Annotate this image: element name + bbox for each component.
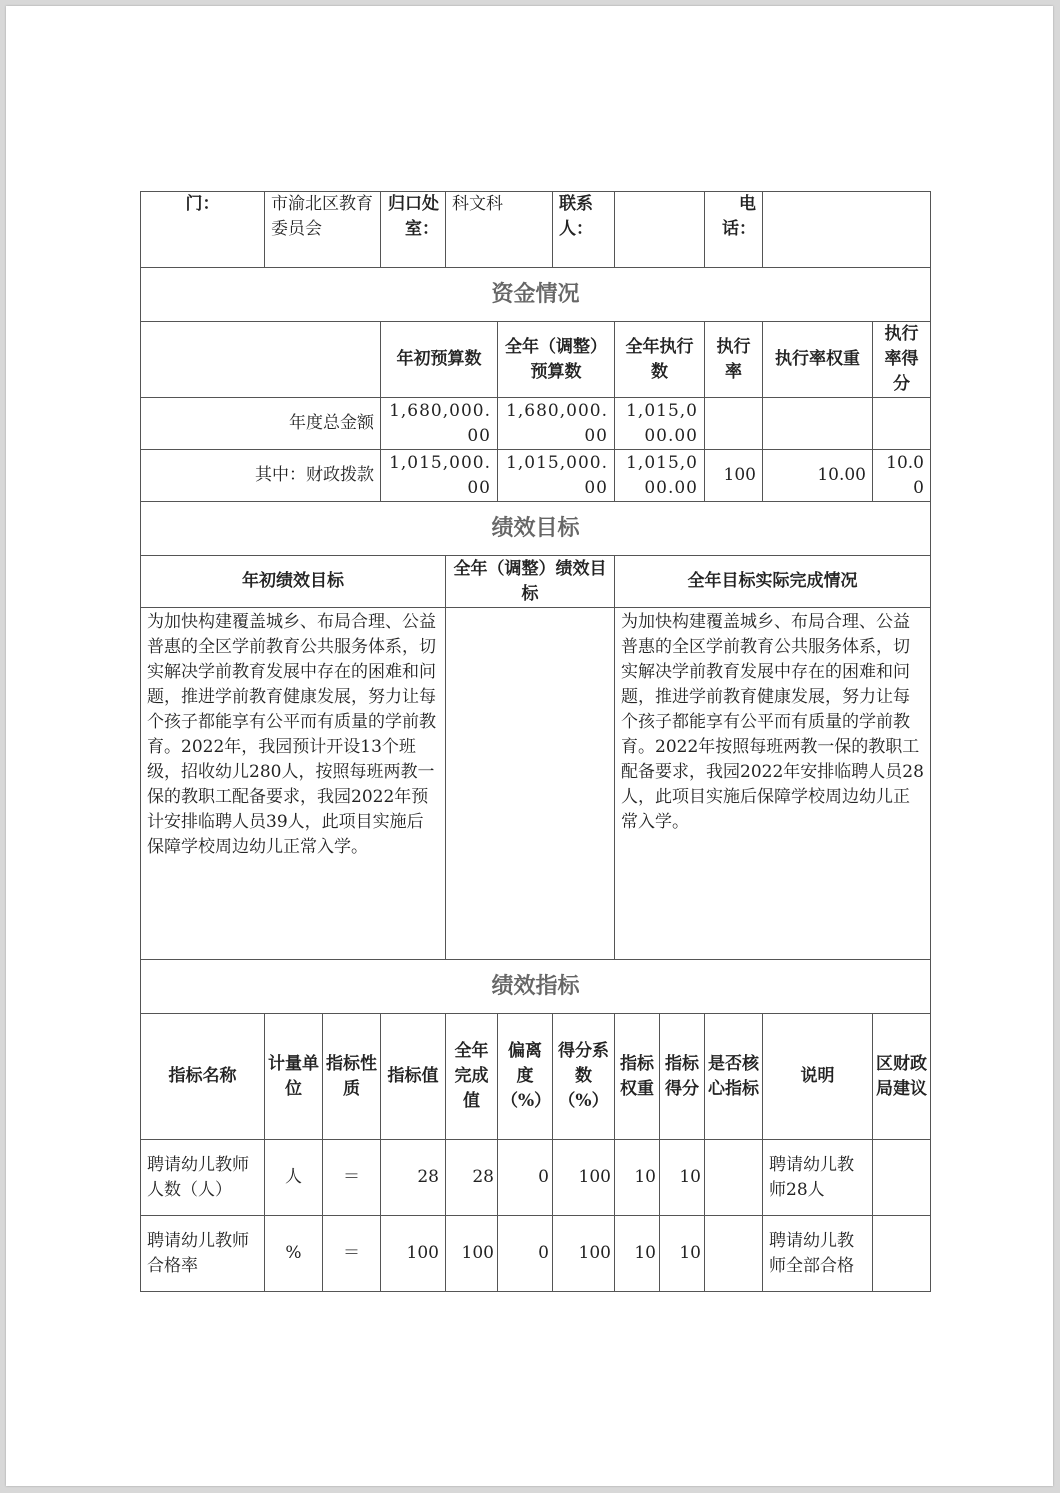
- ind-weight: 10: [615, 1216, 660, 1292]
- funds-weight-value: 10.00: [763, 450, 873, 502]
- phone-label: 电话：: [705, 192, 763, 268]
- ind-unit: %: [265, 1216, 323, 1292]
- office-value: 科文科: [446, 192, 553, 268]
- contact-label: 联系人：: [553, 192, 615, 268]
- indicators-section-row: [141, 960, 931, 1014]
- office-label: 归口处室：: [381, 192, 446, 268]
- funds-rate-value: [705, 398, 763, 450]
- ind-col-actual: 全年完成值: [446, 1014, 498, 1140]
- indicator-row: [141, 1216, 931, 1292]
- ind-note: 聘请幼儿教师全部合格: [763, 1216, 873, 1292]
- funds-row-fiscal: [141, 450, 931, 502]
- ind-col-core: 是否核心指标: [705, 1014, 763, 1140]
- funds-section-title: 资金情况: [141, 268, 931, 322]
- ind-col-unit: 计量单位: [265, 1014, 323, 1140]
- goal-adjusted-text: [446, 608, 615, 960]
- performance-report-table: [140, 191, 931, 1292]
- header-row: [141, 192, 931, 268]
- ind-col-note: 说明: [763, 1014, 873, 1140]
- goal-initial-text: 为加快构建覆盖城乡、布局合理、公益普惠的全区学前教育公共服务体系，切实解决学前教育发展中存在的困难和问题，推进学前教育健康发展，努力让每个孩子都能享有公平而有质量的学前教育。2022年，我园预计开设13个班级，招收幼儿280人，按照每班两教一保的教职工配备要求，我园2022年预计安排临聘人员39人，此项目实施后保障学校周边幼儿正常入学。: [141, 608, 446, 960]
- funds-row-label: 年度总金额: [141, 398, 381, 450]
- ind-target: 28: [381, 1140, 446, 1216]
- ind-weight: 10: [615, 1140, 660, 1216]
- ind-score: 10: [660, 1216, 705, 1292]
- ind-core: [705, 1216, 763, 1292]
- funds-col-score: 执行率得分: [873, 322, 931, 398]
- funds-section-row: [141, 268, 931, 322]
- indicator-row: [141, 1140, 931, 1216]
- ind-coef: 100: [553, 1216, 615, 1292]
- ind-col-target: 指标值: [381, 1014, 446, 1140]
- ind-advice: [873, 1216, 931, 1292]
- ind-note: 聘请幼儿教师28人: [763, 1140, 873, 1216]
- funds-adjusted-value: 1,680,000.00: [498, 398, 615, 450]
- funds-score-value: [873, 398, 931, 450]
- indicators-header-row: [141, 1014, 931, 1140]
- funds-initial-value: 1,015,000.00: [381, 450, 498, 502]
- ind-actual: 28: [446, 1140, 498, 1216]
- funds-initial-value: 1,680,000.00: [381, 398, 498, 450]
- goals-section-row: [141, 502, 931, 556]
- funds-weight-value: [763, 398, 873, 450]
- funds-header-blank: [141, 322, 381, 398]
- document-page: [6, 6, 1053, 1486]
- funds-col-weight: 执行率权重: [763, 322, 873, 398]
- funds-col-initial: 年初预算数: [381, 322, 498, 398]
- funds-executed-value: 1,015,000.00: [615, 450, 705, 502]
- ind-deviation: 0: [498, 1216, 553, 1292]
- ind-actual: 100: [446, 1216, 498, 1292]
- phone-value: [763, 192, 931, 268]
- goals-section-title: 绩效目标: [141, 502, 931, 556]
- ind-name: 聘请幼儿教师人数（人）: [141, 1140, 265, 1216]
- ind-unit: 人: [265, 1140, 323, 1216]
- ind-nature: ＝: [323, 1140, 381, 1216]
- ind-nature: ＝: [323, 1216, 381, 1292]
- ind-deviation: 0: [498, 1140, 553, 1216]
- ind-col-name: 指标名称: [141, 1014, 265, 1140]
- goals-content-row: [141, 608, 931, 960]
- ind-col-deviation: 偏离度（%）: [498, 1014, 553, 1140]
- dept-value: 市渝北区教育委员会: [265, 192, 381, 268]
- funds-score-value: 10.00: [873, 450, 931, 502]
- funds-adjusted-value: 1,015,000.00: [498, 450, 615, 502]
- ind-col-nature: 指标性质: [323, 1014, 381, 1140]
- ind-coef: 100: [553, 1140, 615, 1216]
- ind-score: 10: [660, 1140, 705, 1216]
- contact-value: [615, 192, 705, 268]
- ind-target: 100: [381, 1216, 446, 1292]
- funds-col-rate: 执行率: [705, 322, 763, 398]
- funds-col-executed: 全年执行数: [615, 322, 705, 398]
- ind-name: 聘请幼儿教师合格率: [141, 1216, 265, 1292]
- ind-col-weight: 指标权重: [615, 1014, 660, 1140]
- ind-core: [705, 1140, 763, 1216]
- ind-col-coef: 得分系数（%）: [553, 1014, 615, 1140]
- funds-col-adjusted: 全年（调整）预算数: [498, 322, 615, 398]
- funds-row-label: 其中：财政拨款: [141, 450, 381, 502]
- funds-executed-value: 1,015,000.00: [615, 398, 705, 450]
- ind-col-advice: 区财政局建议: [873, 1014, 931, 1140]
- dept-label: 门：: [141, 192, 265, 268]
- goals-col-actual: 全年目标实际完成情况: [615, 556, 931, 608]
- goals-header-row: [141, 556, 931, 608]
- goals-col-initial: 年初绩效目标: [141, 556, 446, 608]
- ind-col-score: 指标得分: [660, 1014, 705, 1140]
- goal-actual-text: 为加快构建覆盖城乡、布局合理、公益普惠的全区学前教育公共服务体系，切实解决学前教育发展中存在的困难和问题，推进学前教育健康发展，努力让每个孩子都能享有公平而有质量的学前教育。2022年按照每班两教一保的教职工配备要求，我园2022年安排临聘人员28人，此项目实施后保障学校周边幼儿正常入学。: [615, 608, 931, 960]
- funds-header-row: [141, 322, 931, 398]
- funds-row-total: [141, 398, 931, 450]
- funds-rate-value: 100: [705, 450, 763, 502]
- goals-col-adjusted: 全年（调整）绩效目标: [446, 556, 615, 608]
- ind-advice: [873, 1140, 931, 1216]
- indicators-section-title: 绩效指标: [141, 960, 931, 1014]
